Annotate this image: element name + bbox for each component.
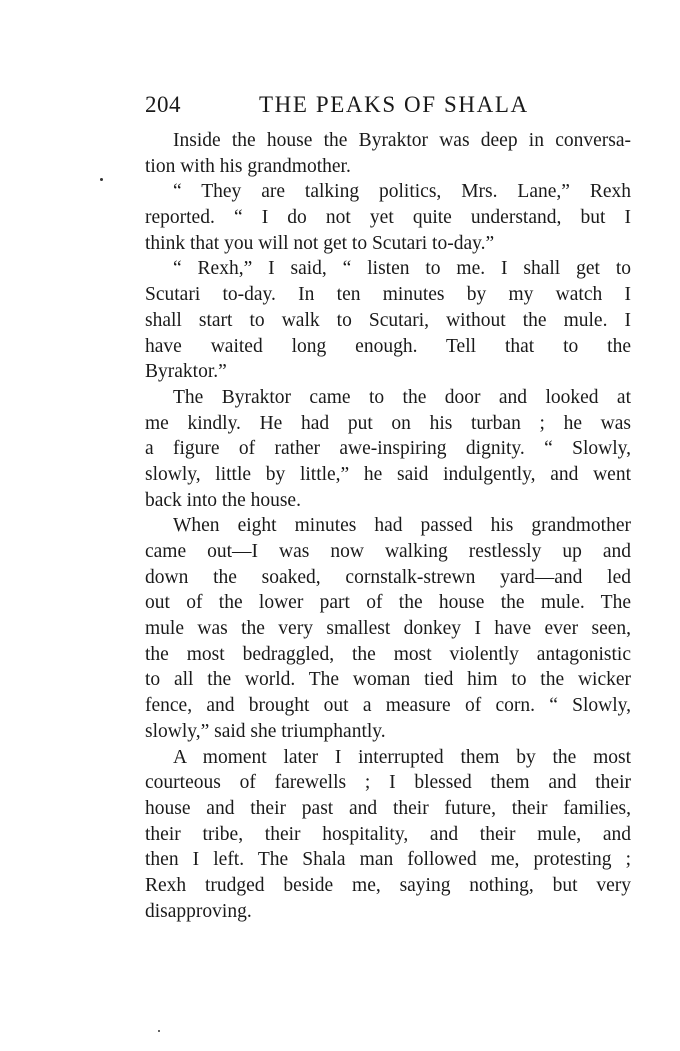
text-line: tion with his grandmother. [145,155,351,177]
text-line: house and their past and their future, their families, [145,797,631,819]
text-line: to all the world. The woman tied him to the wicker [145,669,631,691]
page-header [145,92,631,124]
text-line: slowly, little by little,” he said indulgently, and went [145,463,631,485]
text-line: A moment later I interrupted them by the most [173,746,631,768]
text-line: reported. “ I do not yet quite understand, but I [145,207,631,229]
text-line: their tribe, their hospitality, and their mule, and [145,823,631,845]
text-line: then I left. The Shala man followed me, protesting ; [145,849,631,871]
text-line: out of the lower part of the house the mule. The [145,592,631,614]
text-line: Inside the house the Byraktor was deep in conversa- [173,130,631,151]
text-line: Byraktor.” [145,361,227,383]
text-line: slowly,” said she triumphantly. [145,720,386,742]
running-title: THE PEAKS OF SHALA [259,92,529,117]
text-line: back into the house. [145,489,301,511]
text-line: shall start to walk to Scutari, without the mule. I [145,309,631,331]
text-line: “ They are talking politics, Mrs. Lane,” Rexh [173,181,631,203]
text-line: “ Rexh,” I said, “ listen to me. I shall get to [173,258,631,280]
text-line: have waited long enough. Tell that to the [145,335,631,357]
text-line: the most bedraggled, the most violently antagonistic [145,643,631,665]
text-line: courteous of farewells ; I blessed them and their [145,772,631,794]
text-line: fence, and brought out a measure of corn. “ Slowly, [145,695,631,717]
text-line: a figure of rather awe-inspiring dignity. “ Slowly, [145,438,631,460]
body-text [145,128,631,924]
ink-speck [158,1030,160,1032]
text-line: mule was the very smallest donkey I have ever seen, [145,618,631,640]
text-line: came out—I was now walking restlessly up and [145,541,631,562]
text-line: disapproving. [145,900,252,922]
page-number: 204 [145,92,181,117]
text-line: Scutari to-day. In ten minutes by my watch I [145,284,631,306]
ink-speck [100,178,103,181]
text-line: When eight minutes had passed his grandmother [173,515,631,537]
text-line: think that you will not get to Scutari to-day.” [145,232,495,254]
text-line: The Byraktor came to the door and looked at [173,386,631,408]
text-line: down the soaked, cornstalk-strewn yard—and led [145,566,631,588]
text-line: Rexh trudged beside me, saying nothing, but very [145,874,631,896]
text-line: me kindly. He had put on his turban ; he was [145,412,631,434]
